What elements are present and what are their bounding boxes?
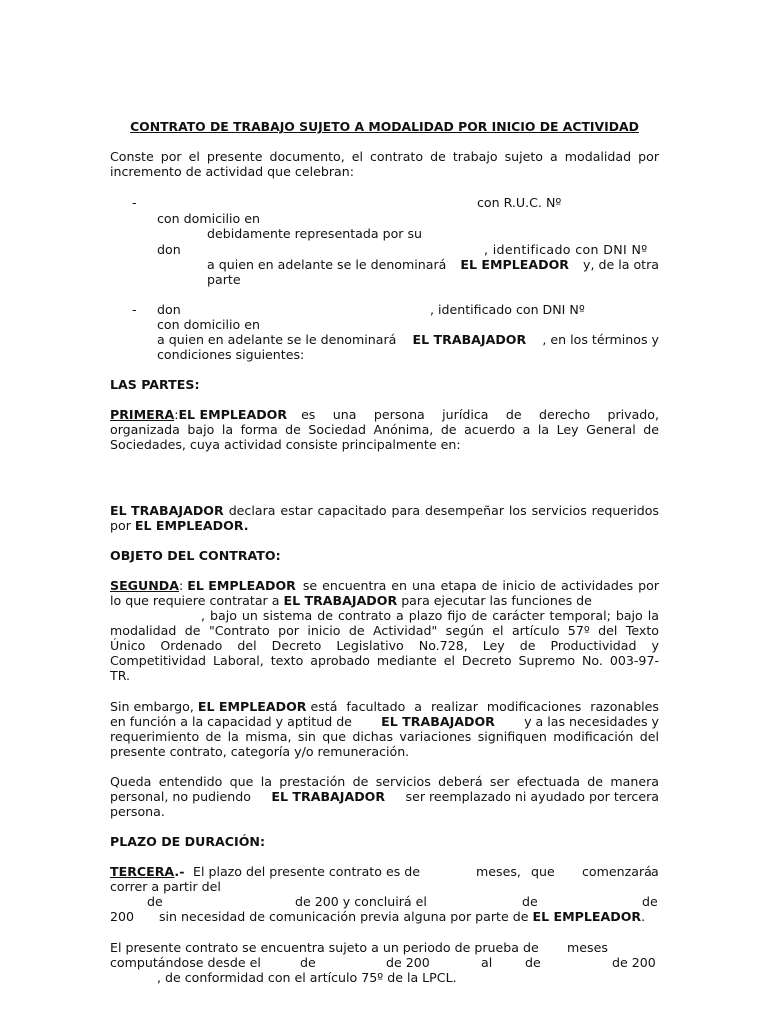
- por-text: por: [110, 518, 131, 533]
- sin-embargo-pre: Sin embargo,: [110, 699, 194, 714]
- tercera-line-4-mid: sin necesidad de comunicación previa alguna por parte de: [159, 909, 529, 924]
- prueba-line-1: El presente contrato se encuentra sujeto a un periodo de prueba de: [110, 940, 539, 955]
- domicilio-label-1: con domicilio en: [157, 211, 260, 226]
- segunda-line-4: modalidad de "Contrato por inicio de Actividad" según el artículo 57º del Texto: [110, 623, 659, 638]
- segunda-line-2-post: para ejecutar las funciones de: [401, 593, 592, 608]
- tercera-label-group: [110, 864, 184, 879]
- sin-embargo-line-2-post: y a las necesidades y: [524, 714, 659, 729]
- bullet-party-2: -: [132, 302, 137, 317]
- clause-label-primera: PRIMERA: [110, 407, 175, 422]
- sin-embargo-line-3: requerimiento de la misma, sin que dichas variaciones signifiquen modificación del: [110, 729, 659, 744]
- section-heading-objeto: OBJETO DEL CONTRATO:: [110, 548, 281, 563]
- denominara-line-1: [207, 257, 659, 272]
- tercera-line-1-a: El plazo del presente contrato es de: [193, 864, 421, 879]
- prueba-line-2-de2: de: [525, 955, 541, 970]
- tercera-line-3-de3: de: [642, 894, 658, 909]
- primera-line-2: organizada bajo la forma de Sociedad Anónima, de acuerdo a la Ley General de: [110, 422, 659, 437]
- empleador-inline-4: EL EMPLEADOR: [197, 699, 307, 714]
- intro-line-1: Conste por el presente documento, el contrato de trabajo sujeto a modalidad por: [110, 149, 659, 164]
- denominara-line-2: [157, 332, 659, 347]
- otra-parte-text: y, de la otra: [583, 257, 659, 272]
- tercera-dash: .-: [174, 864, 185, 879]
- segunda-line-2-pre: lo que requiere contratar a: [110, 593, 280, 608]
- clause-label-segunda: SEGUNDA: [110, 578, 179, 593]
- tercera-line-3-de1: de: [147, 894, 163, 909]
- empleador-label: EL EMPLEADOR: [460, 257, 569, 272]
- empleador-inline-2: EL EMPLEADOR.: [134, 518, 249, 533]
- colon-primera: :: [174, 407, 179, 422]
- tercera-line-1-e: a: [651, 864, 659, 879]
- prueba-meses: meses: [567, 940, 608, 955]
- capacitado-line-1: [110, 503, 659, 518]
- dni-label-2: , identificado con DNI Nº: [430, 302, 585, 317]
- segunda-line-1-rest: se encuentra en una etapa de inicio de actividades por: [302, 578, 659, 593]
- tercera-line-1-c: que: [531, 864, 555, 879]
- sin-embargo-line-2-pre: en función a la capacidad y aptitud de: [110, 714, 352, 729]
- parte-text: parte: [207, 272, 241, 287]
- tercera-line-3-mid: de 200 y concluirá el: [295, 894, 427, 909]
- document-title: CONTRATO DE TRABAJO SUJETO A MODALIDAD POR INICIO DE ACTIVIDAD: [130, 119, 639, 134]
- prueba-line-3: , de conformidad con el artículo 75º de la LPCL.: [157, 970, 457, 985]
- queda-line-1: Queda entendido que la prestación de servicios deberá ser efectuada de manera: [110, 774, 659, 789]
- ruc-label: con R.U.C. Nº: [477, 195, 562, 210]
- tercera-line-1-b: meses,: [476, 864, 521, 879]
- don-label-2: don: [157, 302, 181, 317]
- empleador-inline-5: EL EMPLEADOR: [532, 909, 642, 924]
- prueba-line-2-al: al: [481, 955, 493, 970]
- segunda-line-6: Competitividad Laboral, texto aprobado mediante el Decreto Supremo No. 003-97-: [110, 653, 659, 668]
- prueba-line-2-end: de 200: [612, 955, 656, 970]
- don-label-1: don: [157, 242, 181, 257]
- tercera-line-4-end: .: [641, 909, 646, 924]
- trabajador-inline-3: EL TRABAJADOR: [381, 714, 495, 729]
- domicilio-label-2: con domicilio en: [157, 317, 260, 332]
- sin-embargo-line-2: [110, 714, 659, 729]
- representada-label: debidamente representada por su: [207, 226, 423, 241]
- tercera-line-2: correr a partir del: [110, 879, 221, 894]
- prueba-line-2-de: de: [300, 955, 316, 970]
- tercera-line-4: [159, 909, 645, 924]
- section-heading-plazo: PLAZO DE DURACIÓN:: [110, 834, 265, 849]
- trabajador-label: EL TRABAJADOR: [412, 332, 527, 347]
- segunda-line-7: TR.: [110, 668, 130, 683]
- section-heading-partes: LAS PARTES:: [110, 377, 200, 392]
- segunda-line-2: [110, 593, 592, 608]
- dni-label-1: , identificado con DNI Nº: [484, 242, 648, 257]
- colon-segunda: :: [178, 578, 184, 593]
- empleador-inline-1: EL EMPLEADOR: [178, 407, 288, 422]
- prueba-line-2-a: computándose desde el: [110, 955, 261, 970]
- tercera-line-1-d: comenzará: [582, 864, 652, 879]
- trabajador-inline-2: EL TRABAJADOR: [283, 593, 398, 608]
- empleador-inline-3: EL EMPLEADOR: [187, 578, 296, 593]
- capacitado-line-2: [110, 518, 249, 533]
- denominara-text-2: a quien en adelante se le denominará: [157, 332, 397, 347]
- tercera-line-3-de2: de: [522, 894, 538, 909]
- queda-line-2-post: ser reemplazado ni ayudado por tercera: [405, 789, 659, 804]
- tercera-line-4-200: 200: [110, 909, 135, 924]
- segunda-line-5: Único Ordenado del Decreto Legislativo No.728, Ley de Productividad y: [110, 638, 659, 653]
- bullet-party-1: -: [132, 195, 137, 210]
- segunda-line-1: [110, 578, 659, 593]
- primera-line-3: Sociedades, cuya actividad consiste principalmente en:: [110, 437, 461, 452]
- condiciones-text: condiciones siguientes:: [157, 347, 305, 362]
- capacitado-line-1-rest: declara estar capacitado para desempeñar los servicios requeridos: [228, 503, 659, 518]
- queda-line-3: persona.: [110, 804, 165, 819]
- sin-embargo-line-4: presente contrato, categoría y/o remuneración.: [110, 744, 410, 759]
- trabajador-inline-4: EL TRABAJADOR: [271, 789, 386, 804]
- intro-line-2: incremento de actividad que celebran:: [110, 164, 354, 179]
- primera-line-1-rest: es una persona jurídica de derecho privado,: [301, 407, 659, 422]
- sin-embargo-line-1-rest: está facultado a realizar modificaciones razonables: [310, 699, 659, 714]
- terminos-text: , en los términos y: [542, 332, 659, 347]
- clause-label-tercera: TERCERA: [110, 864, 175, 879]
- sin-embargo-line-1: [110, 699, 659, 714]
- prueba-line-2-200: de 200: [386, 955, 430, 970]
- denominara-text-1: a quien en adelante se le denominará: [207, 257, 447, 272]
- trabajador-inline-1: EL TRABAJADOR: [110, 503, 224, 518]
- queda-line-2-pre: personal, no pudiendo: [110, 789, 251, 804]
- primera-line-1: [110, 407, 659, 422]
- queda-line-2: [110, 789, 659, 804]
- segunda-line-3: , bajo un sistema de contrato a plazo fijo de carácter temporal; bajo la: [201, 608, 659, 623]
